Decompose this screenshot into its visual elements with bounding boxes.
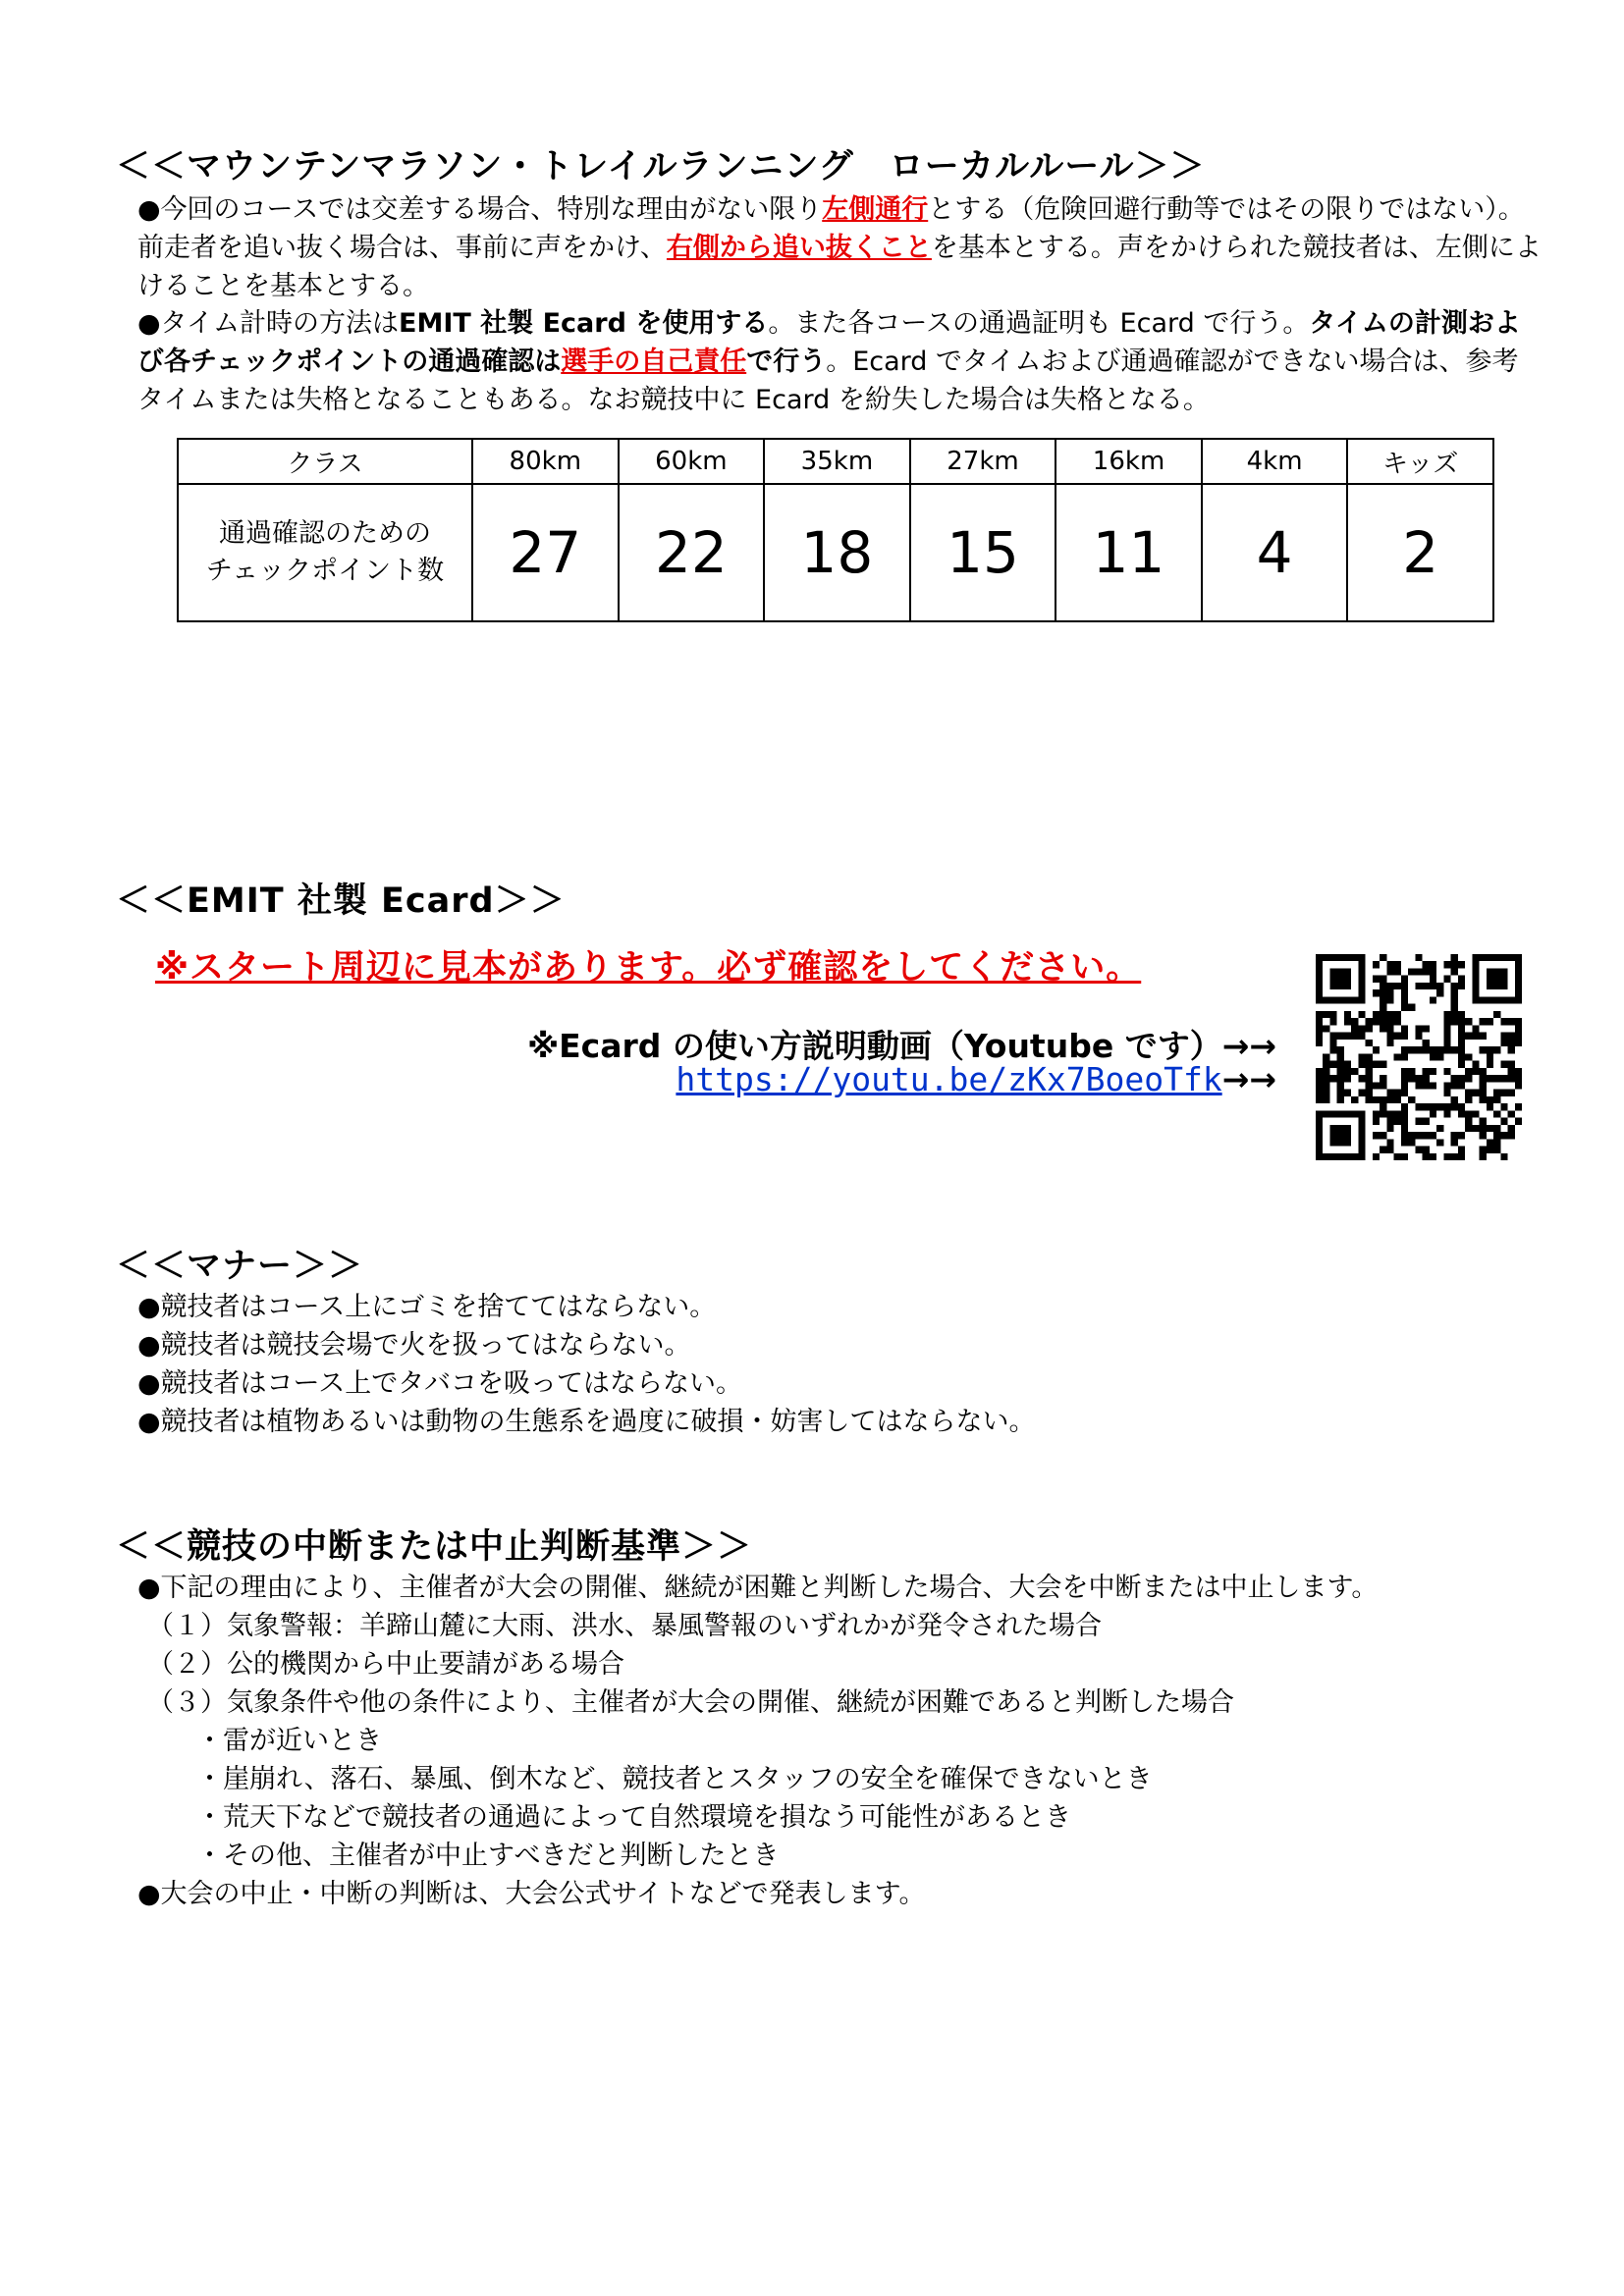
list-item: ・崖崩れ、落石、暴風、倒木など、競技者とスタッフの安全を確保できないとき	[196, 1764, 1153, 1794]
list-item: （１）気象警報：羊蹄山麓に大雨、洪水、暴風警報のいずれかが発令された場合	[147, 1611, 1102, 1641]
row-label-checkpoints	[178, 484, 472, 621]
count-80km: 27	[472, 484, 619, 621]
header-class-27km: 27km	[910, 439, 1056, 484]
suspension-intro: ●下記の理由により、主催者が大会の開催、継続が困難と判断した場合、大会を中断または中止します。	[137, 1573, 1379, 1603]
ecard-sample-notice: ※スタート周辺に見本があります。必ず確認をしてください。	[155, 948, 1142, 988]
list-item: ・その他、主催者が中止すべきだと判断したとき	[196, 1841, 780, 1871]
p2-text-c: 。Ecard でタイムおよび通過確認ができない場合は、参考タイムまたは失格となることもある。なお競技中に Ecard を紛失した場合は失格となる。	[137, 347, 1519, 415]
youtube-link[interactable]: https://youtu.be/zKx7BoeoTfk	[676, 1060, 1222, 1098]
ecard-url-line	[676, 1060, 1276, 1098]
count-35km: 18	[764, 484, 910, 621]
list-item: ●競技者はコース上でタバコを吸ってはならない。	[137, 1368, 742, 1399]
suspension-list	[137, 1569, 1378, 1913]
ecard-video-text: ※Ecard の使い方説明動画（Youtube です）→→	[527, 1027, 1276, 1065]
count-kids: 2	[1347, 484, 1493, 621]
count-60km: 22	[619, 484, 765, 621]
url-arrow: →→	[1221, 1060, 1276, 1098]
table-value-row	[178, 484, 1493, 621]
p2-bold-ecard: EMIT 社製 Ecard を使用する	[399, 308, 769, 339]
list-item: ●競技者はコース上にゴミを捨ててはならない。	[137, 1292, 717, 1322]
p1-text-a: ●今回のコースでは交差する場合、特別な理由がない限り	[137, 194, 823, 225]
local-rules-paragraph-1	[137, 190, 1542, 305]
suspension-title: ＜＜競技の中断または中止判断基準＞＞	[116, 1527, 753, 1567]
row-label-line2: チェックポイント数	[205, 556, 445, 586]
p2-bold-do: で行う	[746, 347, 827, 377]
header-class-60km: 60km	[619, 439, 765, 484]
manners-list	[137, 1288, 1036, 1441]
local-rules-paragraph-2	[137, 304, 1542, 419]
checkpoint-table	[177, 438, 1494, 622]
header-class-kids: キッズ	[1347, 439, 1493, 484]
header-class-16km: 16km	[1056, 439, 1202, 484]
row-label-line1: 通過確認のための	[219, 518, 431, 549]
header-class-80km: 80km	[472, 439, 619, 484]
count-4km: 4	[1202, 484, 1348, 621]
manners-title: ＜＜マナー＞＞	[116, 1247, 364, 1286]
ecard-title: ＜＜EMIT 社製 Ecard＞＞	[116, 881, 566, 921]
p1-text-c: を基本とする。声をかけられた競技者は、左側によけることを基本とする。	[137, 233, 1542, 301]
p1-highlight-left-passing: 左側通行	[822, 194, 929, 225]
list-item: ●競技者は植物あるいは動物の生態系を過度に破損・妨害してはならない。	[137, 1407, 1036, 1437]
suspension-closing: ●大会の中止・中断の判断は、大会公式サイトなどで発表します。	[137, 1879, 926, 1909]
header-class-35km: 35km	[764, 439, 910, 484]
p1-highlight-right-overtake: 右側から追い抜くこと	[666, 233, 932, 263]
list-item: ・荒天下などで競技者の通過によって自然環境を損なう可能性があるとき	[196, 1802, 1071, 1833]
list-item: （３）気象条件や他の条件により、主催者が大会の開催、継続が困難であると判断した場合	[147, 1687, 1234, 1718]
count-27km: 15	[910, 484, 1056, 621]
qr-code-icon[interactable]	[1316, 954, 1522, 1160]
header-class-4km: 4km	[1202, 439, 1348, 484]
p1-text-b: とする（危険回避行動等ではその限りではない）。前走者を追い抜く場合は、事前に声をかけ、	[137, 194, 1525, 263]
p2-bold-checkpoint: タイムの計測および各チェックポイントの通過確認は	[137, 308, 1521, 377]
list-item: （２）公的機関から中止要請がある場合	[147, 1649, 624, 1680]
list-item: ●競技者は競技会場で火を扱ってはならない。	[137, 1330, 691, 1361]
list-item: ・雷が近いとき	[196, 1726, 382, 1756]
p2-text-b: 。また各コースの通過証明も Ecard で行う。	[768, 308, 1310, 339]
count-16km: 11	[1056, 484, 1202, 621]
p2-text-a: ●タイム計時の方法は	[137, 308, 400, 339]
p2-highlight-self-responsibility: 選手の自己責任	[561, 347, 747, 377]
table-header-row	[178, 439, 1493, 484]
header-class-label: クラス	[178, 439, 472, 484]
local-rules-title: ＜＜マウンテンマラソン・トレイルランニング ローカルルール＞＞	[116, 147, 1206, 187]
